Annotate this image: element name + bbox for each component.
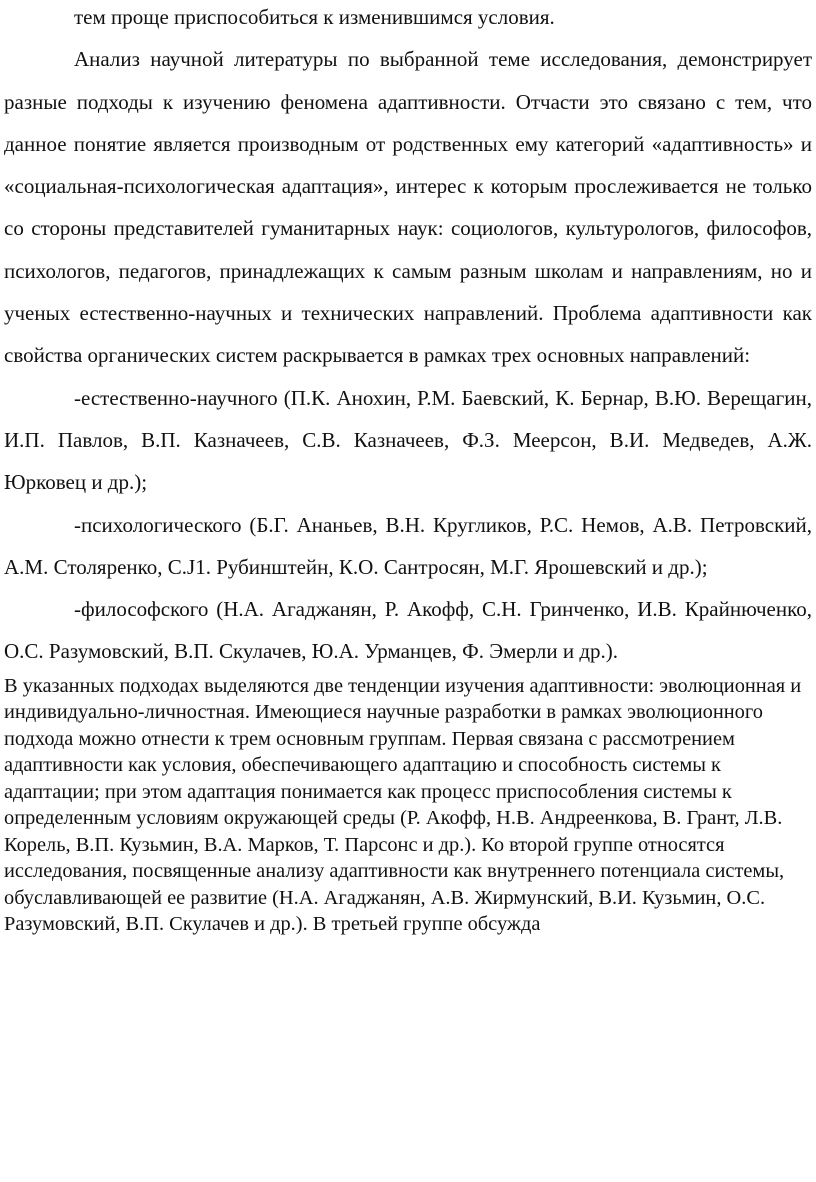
paragraph-psychological: -психологического (Б.Г. Ананьев, В.Н. Кругликов, Р.С. Немов, А.В. Петровский, А.М. Столяренко, С.J1. Рубинштейн, К.О. Сантросян, М.Г. Ярошевский и др.); [4, 512, 812, 579]
paragraph-continuation: тем проще приспособиться к изменившимся условия. [74, 5, 555, 29]
closing-text-block [4, 673, 812, 938]
main-text-block [4, 0, 812, 673]
paragraph-literature-analysis: Анализ научной литературы по выбранной теме исследования, демонстрирует разные подходы к изучению феномена адаптивности. Отчасти это связано с тем, что данное понятие является производным от родственных ему категорий «адаптивность» и «социальная-психологическая адаптация», интерес к которым прослеживается не только со стороны представителей гуманитарных наук: социологов, культурологов, философов, психологов, педагогов, принадлежащих к самым разным школам и направлениям, но и ученых естественно-научных и технических направлений. Проблема адаптивности как свойства органических систем раскрывается в рамках трех основных направлений: [4, 47, 812, 368]
paragraph-philosophical: -философского (Н.А. Агаджанян, Р. Акофф, С.Н. Гринченко, И.В. Крайнюченко, О.С. Разумовский, В.П. Скулачев, Ю.А. Урманцев, Ф. Эмерли и др.). [4, 597, 812, 664]
paragraph-natural-science: -естественно-научного (П.К. Анохин, Р.М. Баевский, К. Бернар, В.Ю. Верещагин, И.П. Павлов, В.П. Казначеев, С.В. Казначеев, Ф.З. Меерсон, В.И. Медведев, А.Ж. Юрковец и др.); [4, 385, 812, 495]
paragraph-tendencies: В указанных подходах выделяются две тенденции изучения адаптивности: эволюционная и индивидуально-личностная. Имеющиеся научные разработки в рамках эволюционного подхода можно отнести к трем основным группам. Первая связана с рассмотрением адаптивности как условия, обеспечивающего адаптацию и способность системы к адаптации; при этом адаптация понимается как процесс приспособления системы к определенным условиям окружающей среды (Р. Акофф, Н.В. Андреенкова, В. Грант, Л.В. Корель, В.П. Кузьмин, В.А. Марков, Т. Парсонс и др.). Ко второй группе относятся исследования, посвященные анализу адаптивности как внутреннего потенциала системы, обуславливающей ее развитие (Н.А. Агаджанян, А.В. Жирмунский, В.И. Кузьмин, О.С. Разумовский, В.П. Скулачев и др.). В третьей группе обсужда [4, 674, 802, 936]
